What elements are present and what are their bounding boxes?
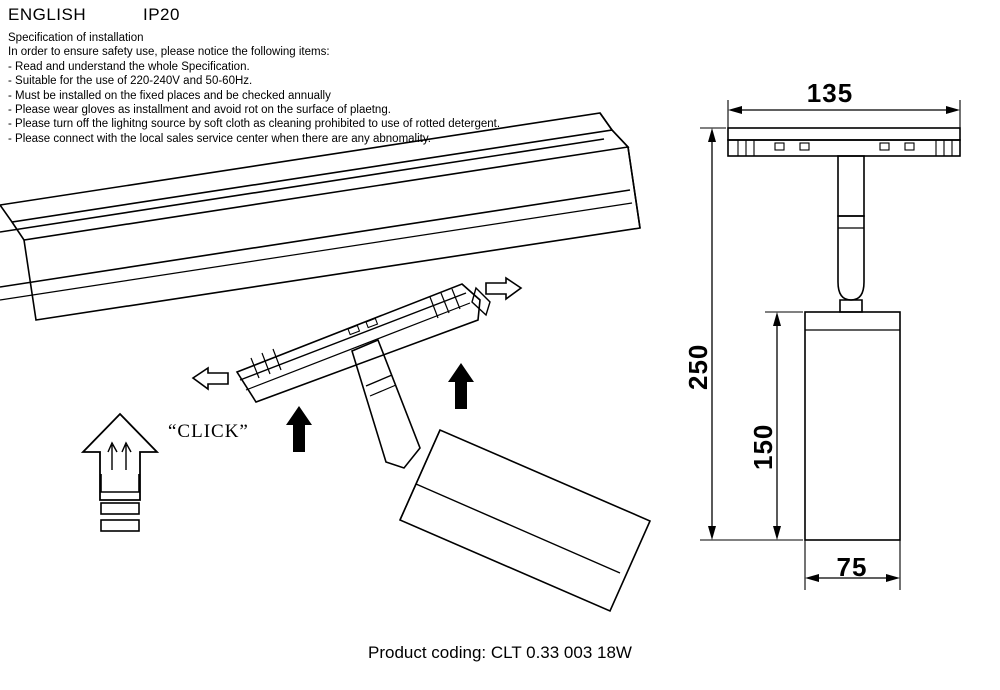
spec-item: - Please turn off the lighitng source by soft cloth as cleaning prohibited to use of rotted detergent. — [8, 118, 501, 131]
language-label: ENGLISH — [8, 5, 87, 24]
dimension-label-135: 135 — [806, 78, 854, 108]
track-rail — [0, 113, 640, 320]
luminaire-cylinder — [400, 430, 650, 611]
dimension-label-150: 150 — [748, 423, 778, 470]
cylinder-front-view — [805, 312, 900, 540]
spec-item: - Please connect with the local sales service center when there are any abnomality. — [8, 132, 431, 145]
luminaire-stem — [352, 340, 420, 468]
spec-item: - Read and understand the whole Specification. — [8, 60, 250, 73]
arrow-up-right-icon — [448, 363, 474, 409]
arrow-left-icon — [193, 368, 228, 389]
luminaire-head-module — [237, 284, 490, 402]
ip-rating-label: IP20 — [143, 5, 180, 24]
dimension-label-75: 75 — [836, 552, 868, 582]
dimension-label-250: 250 — [683, 343, 713, 390]
spec-intro: In order to ensure safety use, please notice the following items: — [8, 46, 330, 59]
dimension-250 — [700, 128, 803, 540]
spec-item: - Suitable for the use of 220-240V and 50-60Hz. — [8, 75, 253, 88]
arrow-right-icon — [486, 278, 521, 299]
spec-item: - Must be installed on the fixed places and be checked annually — [8, 89, 331, 102]
product-coding-label: Product coding: CLT 0.33 003 18W — [368, 643, 632, 662]
track-bar-front-view — [728, 128, 960, 156]
spec-title: Specification of installation — [8, 32, 144, 44]
click-label: “CLICK” — [168, 421, 249, 442]
arrow-up-left-icon — [286, 406, 312, 452]
spec-item: - Please wear gloves as installment and avoid rot on the surface of plaetng. — [8, 104, 391, 117]
stem-front-view — [838, 156, 864, 312]
magnet-symbol-icon — [83, 414, 157, 531]
